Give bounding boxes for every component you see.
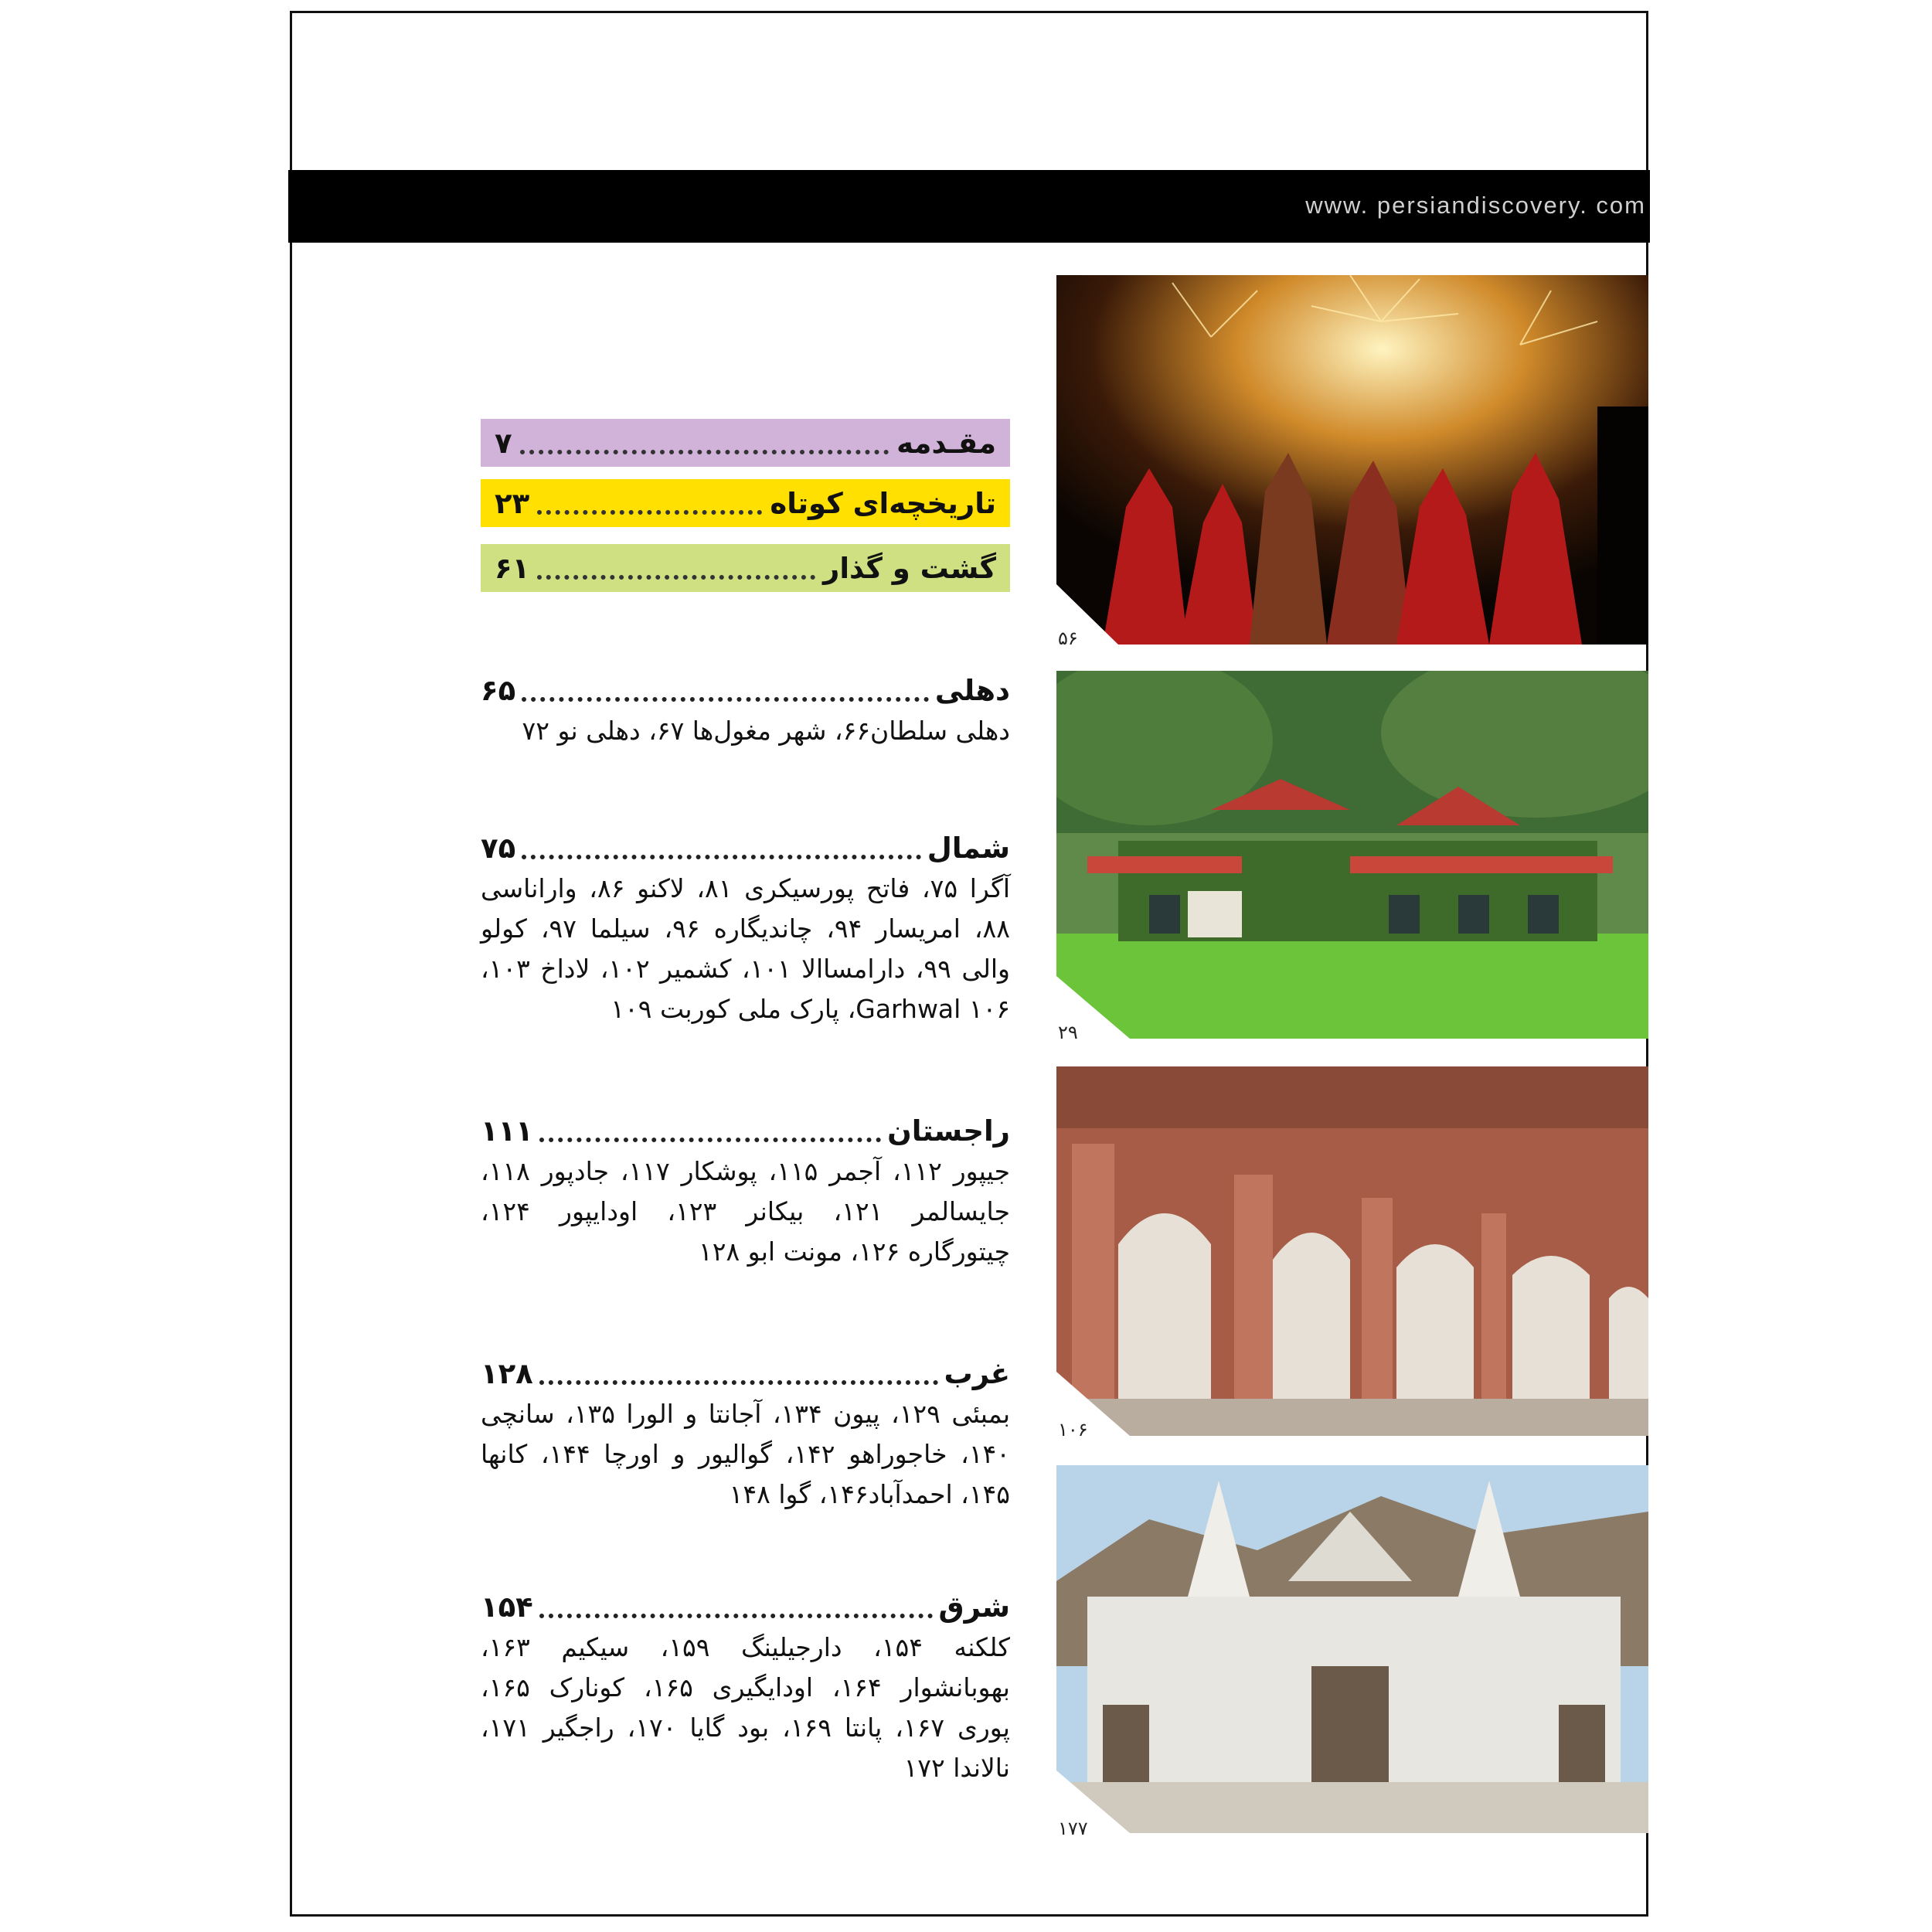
toc-pill-page: ۷ [495,426,512,460]
section-title: دهلی [934,673,1010,707]
leader-dots [539,1380,938,1385]
toc-pill-label: مقـدمه [896,426,996,460]
toc-pill-introduction[interactable] [481,419,1010,467]
section-heading [481,671,1010,709]
section-body: بمبئی ۱۲۹، پیون ۱۳۴، آجانتا و الورا ۱۳۵، سانچی ۱۴۰، خاجوراهو ۱۴۲، گوالیور و اورچا ۱۴۴، کانها ۱۴۵، احمدآباد۱۴۶، گوا ۱۴۸ [481,1399,1011,1509]
section-page: ۱۲۸ [481,1356,533,1390]
photo-sandstone-arches [1056,1066,1648,1436]
section-title: شرق [938,1590,1010,1624]
toc-section-delhi[interactable] [481,671,1010,751]
section-title: شمال [927,831,1010,865]
leader-dots [537,510,762,515]
photo-page-number: ۲۹ [1058,1022,1078,1043]
toc-section-west[interactable] [481,1354,1010,1515]
toc-pill-page: ۲۳ [495,486,530,520]
toc-pill-label: گشت و گذار [823,551,996,585]
section-title: راجستان [887,1114,1010,1148]
section-page: ۱۵۴ [481,1590,533,1624]
leader-dots [520,450,889,454]
toc-section-north[interactable] [481,828,1010,1029]
leader-dots [537,575,815,580]
section-body: جیپور ۱۱۲، آجمر ۱۱۵، پوشکار ۱۱۷، جادپور ۱۱۸، جایسالمر ۱۲۱، بیکانر ۱۲۳، اودایپور ۱۲۴، چیتورگاره ۱۲۶، مونت ابو ۱۲۸ [481,1156,1011,1267]
photo-page-number: ۵۶ [1058,628,1078,649]
header-url[interactable]: www. persiandiscovery. com [1305,192,1646,219]
photo-festival-dancers [1056,275,1648,645]
toc-section-rajasthan[interactable] [481,1111,1010,1272]
section-page: ۱۱۱ [481,1114,533,1148]
section-heading [481,1587,1010,1626]
section-page: ۷۵ [481,831,516,865]
section-body: آگرا ۷۵، فاتح پورسیکری ۸۱، لاکنو ۸۶، واراناسی ۸۸، امریسار ۹۴، چاندیگاره ۹۶، سیلما ۹۷، کولو والی ۹۹، دارامساالا ۱۰۱، کشمیر ۱۰۲، لاداخ ۱۰۳، Garhwal ۱۰۶، پارک ملی کوربت ۱۰۹ [481,873,1011,1024]
leader-dots [522,697,929,702]
photo-ivy-house [1056,671,1648,1039]
section-heading [481,828,1010,867]
toc-pill-tour[interactable] [481,544,1010,592]
section-body: کلکنه ۱۵۴، دارجیلینگ ۱۵۹، سیکیم ۱۶۳، بهوبانشوار ۱۶۴، اودایگیری ۱۶۵، کونارک ۱۶۵، پوری ۱۶۷، پانتا ۱۶۹، بود گایا ۱۷۰، راجگیر ۱۷۱، نالاندا ۱۷۲ [481,1632,1011,1783]
photo-page-number: ۱۰۶ [1058,1419,1088,1440]
leader-dots [522,855,921,859]
toc-pill-brief-history[interactable] [481,479,1010,527]
section-heading [481,1354,1010,1393]
photo-marble-temple [1056,1465,1648,1833]
toc-section-east[interactable] [481,1587,1010,1788]
section-page: ۶۵ [481,673,516,707]
section-heading [481,1111,1010,1150]
toc-pill-page: ۶۱ [495,551,530,585]
photo-page-number: ۱۷۷ [1058,1818,1088,1839]
section-body: دهلی سلطان۶۶، شهر مغول‌ها ۶۷، دهلی نو ۷۲ [522,716,1010,746]
toc-pill-label: تاریخچه‌ای کوتاه [770,486,996,520]
leader-dots [539,1614,933,1618]
section-title: غرب [944,1356,1010,1390]
leader-dots [539,1138,881,1142]
